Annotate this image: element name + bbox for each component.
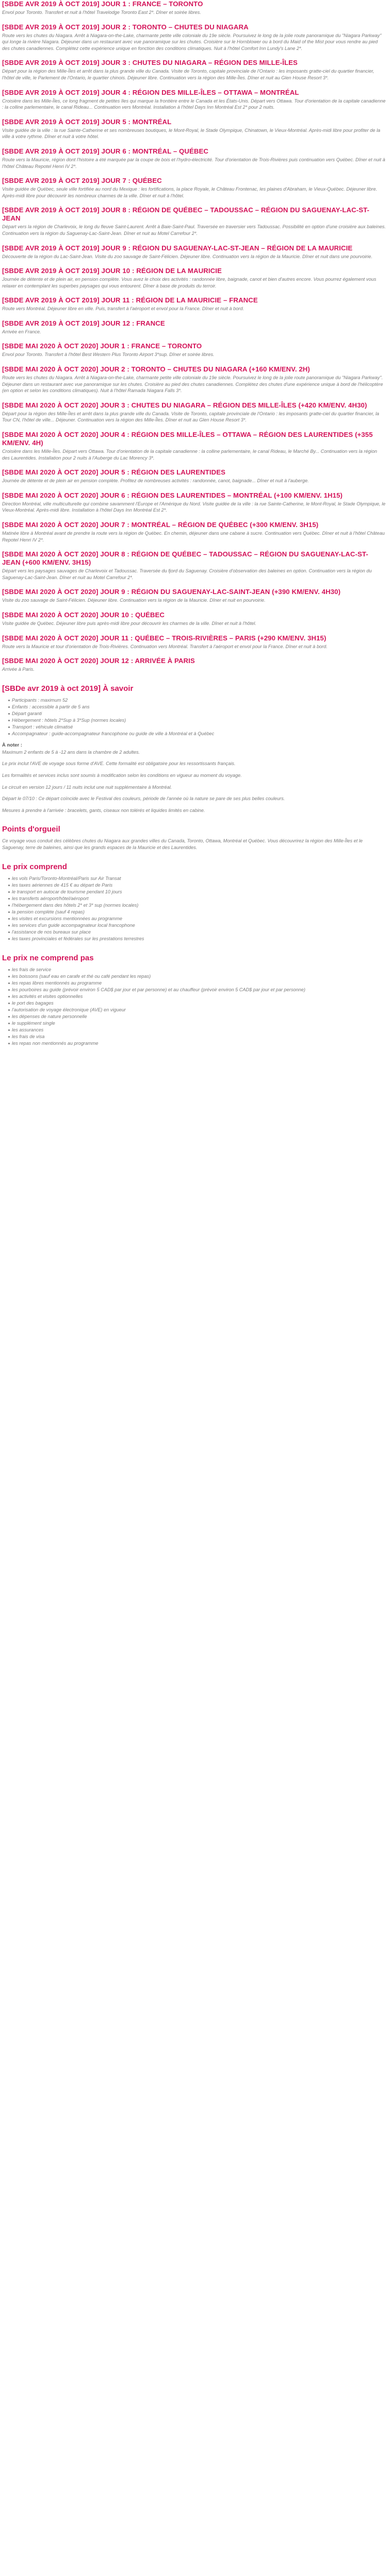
prix-comprend-item: le transport en autocar de tourisme pendant 10 jours	[8, 889, 386, 895]
savoir-item: Départ garanti	[8, 710, 386, 717]
day-description: Journée de détente et de plein air, en pension complète. Vous avez le choix des activités : randonnée libre, baignade, canot et bien d'autres encore. Vous pourrez également vous relaxer en contemplant les superbes paysages qui vous entourent. Dîner à base de produits du terroir.	[2, 277, 377, 289]
day-title: [SBDE MAI 2020 À OCT 2020] JOUR 5 : RÉGION DES LAURENTIDES	[2, 468, 226, 477]
prix-comprend-item: les services d'un guide accompagnateur local francophone	[8, 922, 386, 929]
itinerary-day	[2, 365, 386, 394]
day-title: [SBDE MAI 2020 À OCT 2020] JOUR 1 : FRANCE – TORONTO	[2, 342, 202, 350]
prix-comprend-item: les transferts aéroport/hôtel/aéroport	[8, 895, 386, 902]
section-savoir	[2, 684, 386, 814]
prix-ne-comprend-item: les dépenses de nature personnelle	[8, 1013, 386, 1020]
day-description: Journée de détente et de plein air en pension complète. Profitez de nombreuses activités : randonnée, canot, baignade... Dîner et nuit à l'auberge.	[2, 478, 309, 484]
itinerary-2020	[2, 342, 386, 672]
day-title: [SBDE MAI 2020 À OCT 2020] JOUR 10 : QUÉBEC	[2, 611, 165, 619]
prix-comprend-title: Le prix comprend	[2, 862, 67, 871]
day-title: [SBDE MAI 2020 À OCT 2020] JOUR 4 : RÉGION DES MILLE-ÎLES – OTTAWA – RÉGION DES LAURENTIDES (+355 KM/ENV. 4H)	[2, 431, 373, 447]
prix-comprend-item: l'hébergement dans des hôtels 2* et 3* sup (normes locales)	[8, 902, 386, 909]
day-description: Visite guidée de la ville : la rue Sainte-Catherine et ses nombreuses boutiques, le Mont-Royal, le Stade Olympique, Chinatown, le Vieux-Montréal. Après-midi libre pour profiter de la ville à votre rythme. Dîner et nuit à votre hôtel.	[2, 127, 381, 140]
itinerary-day	[2, 59, 386, 81]
prix-comprend-item: les taxes provinciales et fédérales sur les prestations terrestres	[8, 936, 386, 942]
day-description: Arrivée à Paris.	[2, 667, 35, 672]
savoir-list	[2, 697, 386, 737]
savoir-note-heading: À noter :	[2, 742, 23, 748]
itinerary-day	[2, 657, 386, 673]
day-title: [SBDE AVR 2019 À OCT 2019] JOUR 1 : FRANCE – TORONTO	[2, 0, 203, 8]
day-title: [SBDE AVR 2019 À OCT 2019] JOUR 3 : CHUTES DU NIAGARA – RÉGION DES MILLE-ÎLES	[2, 59, 298, 67]
day-description: Visite guidée de Québec. Déjeuner libre puis après-midi libre pour découvrir les charmes de la ville. Dîner et nuit à l'hôtel.	[2, 620, 256, 626]
savoir-item: Participants : maximum 52	[8, 697, 386, 704]
itinerary-2019	[2, 0, 386, 335]
day-description: Visite guidée de Québec, seule ville fortifiée au nord du Mexique : les fortifications, la place Royale, le Château Frontenac, les plaines d'Abraham, le Vieux-Québec. Déjeuner libre. Après-midi libre pour découvrir les nombreux charmes de la ville. Dîner et nuit à l'hôtel.	[2, 187, 378, 198]
day-description: Découverte de la région du Lac-Saint-Jean. Visite du zoo sauvage de Saint-Félicien. Déjeuner libre. Continuation vers la région de la Mauricie. Dîner et nuit dans une pourvoirie.	[2, 253, 372, 259]
prix-ne-comprend-item: les frais de service	[8, 967, 386, 973]
day-title: [SBDE AVR 2019 À OCT 2019] JOUR 4 : RÉGION DES MILLE-ÎLES – OTTAWA – MONTRÉAL	[2, 88, 299, 96]
points-orgueil-text: Ce voyage vous conduit des célèbres chutes du Niagara aux grandes villes du Canada, Toronto, Ottawa, Montréal et Québec. Vous découvrirez la région des Mille-Îles et le Saguenay, terre de baleines, ainsi que les grands espaces de la Mauricie et des Laurentides.	[2, 838, 363, 850]
prix-ne-comprend-item: les assurances	[8, 1027, 386, 1033]
day-title: [SBDE AVR 2019 À OCT 2019] JOUR 7 : QUÉBEC	[2, 177, 162, 185]
itinerary-day	[2, 206, 386, 236]
itinerary-day	[2, 468, 386, 484]
day-description: Départ pour la région des Mille-Îles et arrêt dans la plus grande ville du Canada. Visite de Toronto, capitale provinciale de l'Ontario : les imposants gratte-ciel du quartier financier, la Tour CN, l'hôtel de ville... Déjeuner. Continuation vers la région des Mille-Îles. Dîner et nuit au Glen House Resort 3*.	[2, 411, 380, 423]
itinerary-day	[2, 319, 386, 335]
savoir-title: [SBDe avr 2019 à oct 2019] À savoir	[2, 684, 134, 693]
prix-comprend-list	[2, 875, 386, 942]
prix-comprend-item: les vols Paris/Toronto-Montréal/Paris sur Air Transat	[8, 875, 386, 882]
itinerary-day	[2, 521, 386, 543]
itinerary-day	[2, 147, 386, 170]
itinerary-day	[2, 23, 386, 52]
page	[0, 0, 387, 1057]
itinerary-day	[2, 244, 386, 260]
itinerary-day	[2, 588, 386, 604]
savoir-item: Hébergement : hôtels 2*Sup à 3*Sup (normes locales)	[8, 717, 386, 724]
itinerary-day	[2, 267, 386, 289]
day-description: Croisière dans les Mille-Îles, ce long fragment de petites îles qui marque la frontière entre le Canada et les États-Unis. Départ vers Ottawa. Tour d'orientation de la capitale canadienne : la colline parlementaire, le canal Rideau... Continuation vers Montréal. Installation à l'hôtel Days Inn Montréal Est 2* pour 2 nuits.	[2, 98, 386, 110]
itinerary-day	[2, 550, 386, 581]
day-title: [SBDE MAI 2020 À OCT 2020] JOUR 3 : CHUTES DU NIAGARA – RÉGION DES MILLE-ÎLES (+420 KM/ENV. 4H30)	[2, 401, 367, 409]
prix-ne-comprend-list	[2, 967, 386, 1047]
day-description: Matinée libre à Montréal avant de prendre la route vers la région de Québec. En chemin, déjeuner dans une cabane à sucre. Continuation vers Québec. Dîner et nuit à l'hôtel Château Repotel Henri IV 2*.	[2, 531, 385, 543]
itinerary-day	[2, 611, 386, 627]
prix-ne-comprend-item: le port des bagages	[8, 1000, 386, 1007]
day-title: [SBDE MAI 2020 À OCT 2020] JOUR 11 : QUÉBEC – TROIS-RIVIÈRES – PARIS (+290 KM/ENV. 3H15)	[2, 634, 327, 642]
itinerary-day	[2, 431, 386, 461]
day-title: [SBDE AVR 2019 À OCT 2019] JOUR 10 : RÉGION DE LA MAURICIE	[2, 267, 222, 275]
savoir-paragraph: Les formalités et services inclus sont soumis à modification selon les conditions en vigueur au moment du voyage.	[2, 772, 242, 778]
day-description: Départ vers la région de Charlevoix, le long du fleuve Saint-Laurent. Arrêt à Baie-Saint-Paul. Traversée en traversier vers Tadoussac. Possibilité en option d'une croisière aux baleines. Continuation vers la région du Saguenay-Lac-Saint-Jean. Dîner et nuit au Motel Carrefour 2*.	[2, 224, 386, 236]
points-orgueil-title: Points d'orgueil	[2, 825, 60, 834]
savoir-paragraph: Maximum 2 enfants de 5 à -12 ans dans la chambre de 2 adultes.	[2, 749, 140, 755]
day-title: [SBDE MAI 2020 À OCT 2020] JOUR 9 : RÉGION DU SAGUENAY-LAC-SAINT-JEAN (+390 KM/ENV. 4H30)	[2, 588, 341, 596]
day-description: Envol pour Toronto. Transfert à l'hôtel Best Western Plus Toronto Airport 3*sup. Dîner et soirée libres.	[2, 352, 215, 358]
day-description: Route vers les chutes du Niagara. Arrêt à Niagara-on-the-Lake, charmante petite ville coloniale du 19e siècle. Poursuivez le long de la jolie route panoramique du "Niagara Parkway". Déjeuner dans un restaurant avec vue panoramique sur les chutes. Croisière au pied des chutes canadiennes. Complétez des chutes d'une expérience unique à bord de l'hélicoptère (en option et selon les conditions climatiques). Nuit à l'hôtel Ramada Niagara Falls 3*.	[2, 375, 383, 394]
section-prix-ne-comprend	[2, 954, 386, 1047]
itinerary-day	[2, 342, 386, 358]
day-title: [SBDE AVR 2019 À OCT 2019] JOUR 5 : MONTRÉAL	[2, 117, 172, 126]
prix-comprend-item: l'assistance de nos bureaux sur place	[8, 929, 386, 936]
day-title: [SBDE MAI 2020 À OCT 2020] JOUR 2 : TORONTO – CHUTES DU NIAGARA (+160 KM/ENV. 2H)	[2, 365, 310, 374]
itinerary-day	[2, 0, 386, 16]
prix-ne-comprend-item: les pourboires au guide (prévoir environ 5 CAD$ par jour et par personne) et au chauffeur (prévoir environ 5 CAD$ par jour et par personne)	[8, 987, 386, 993]
itinerary-day	[2, 296, 386, 312]
prix-comprend-item: les taxes aériennes de 415 € au départ de Paris	[8, 882, 386, 889]
savoir-paragraph: Le prix inclut l'AVE de voyage sous forme d'AVE. Cette formalité est obligatoire pour les ressortissants français.	[2, 761, 236, 767]
itinerary-day	[2, 634, 386, 650]
savoir-paragraph: Départ le 07/10 : Ce départ coïncide avec le Festival des couleurs, période de l'année où la nature se pare de ses plus belles couleurs.	[2, 796, 285, 802]
savoir-item: Transport : véhicule climatisé	[8, 724, 386, 731]
savoir-paragraph: Mesures à prendre à l'arrivée : bracelets, gants, ciseaux non tolérés et liquides limités en cabine.	[2, 807, 205, 813]
day-description: Visite du zoo sauvage de Saint-Félicien. Déjeuner libre. Continuation vers la région de la Mauricie. Dîner et nuit en pourvoirie.	[2, 598, 266, 603]
prix-ne-comprend-item: les frais de visa	[8, 1033, 386, 1040]
day-title: [SBDE AVR 2019 À OCT 2019] JOUR 9 : RÉGION DU SAGUENAY-LAC-ST-JEAN – RÉGION DE LA MAURICIE	[2, 244, 353, 252]
section-points-orgueil	[2, 825, 386, 851]
prix-ne-comprend-item: les repas libres mentionnés au programme	[8, 980, 386, 987]
savoir-item: Enfants : accessible à partir de 5 ans	[8, 704, 386, 710]
day-description: Route vers Montréal. Déjeuner libre en ville. Puis, transfert à l'aéroport et envol pour la France. Dîner et nuit à bord.	[2, 306, 245, 312]
day-description: Envol pour Toronto. Transfert et nuit à l'hôtel Travelodge Toronto East 2*. Dîner et soirée libres.	[2, 10, 201, 15]
day-title: [SBDE AVR 2019 À OCT 2019] JOUR 11 : RÉGION DE LA MAURICIE – FRANCE	[2, 296, 258, 304]
prix-ne-comprend-item: les activités et visites optionnelles	[8, 993, 386, 1000]
prix-ne-comprend-item: les boissons (sauf eau en carafe et thé ou café pendant les repas)	[8, 973, 386, 980]
prix-comprend-item: la pension complète (sauf 4 repas)	[8, 909, 386, 916]
day-title: [SBDE MAI 2020 À OCT 2020] JOUR 12 : ARRIVÉE À PARIS	[2, 657, 195, 665]
day-description: Arrivée en France.	[2, 329, 41, 334]
day-description: Croisière dans les Mille-Îles. Départ vers Ottawa. Tour d'orientation de la capitale canadienne : la colline parlementaire, le canal Rideau, le Marché By... Continuation vers la région des Laurentides. Installation pour 2 nuits à l'Auberge du Lac Morency 3*.	[2, 449, 377, 461]
day-description: Route vers la Mauricie et tour d'orientation de Trois-Rivières. Continuation vers Montréal. Transfert à l'aéroport et envol pour la France. Dîner et nuit à bord.	[2, 643, 328, 649]
itinerary-day	[2, 89, 386, 111]
section-prix-comprend	[2, 862, 386, 942]
day-description: Départ vers les paysages sauvages de Charlevoix et Tadoussac. Traversée du fjord du Saguenay. Croisière d'observation des baleines en option. Continuation vers la région du Saguenay-Lac-Saint-Jean. Dîner et nuit au Motel Carrefour 2*.	[2, 568, 372, 580]
day-description: Direction Montréal, ville multiculturelle qui combine savamment l'Europe et l'Amérique du Nord. Visite guidée de la ville : la rue Sainte-Catherine, le Mont-Royal, le Stade Olympique, le Vieux-Montréal. Après-midi libre. Installation à l'hôtel Days Inn Montréal Est 2*.	[2, 501, 386, 513]
prix-ne-comprend-item: l'autorisation de voyage électronique (AVE) en vigueur	[8, 1007, 386, 1013]
prix-ne-comprend-title: Le prix ne comprend pas	[2, 953, 94, 962]
itinerary-day	[2, 177, 386, 199]
day-title: [SBDE MAI 2020 À OCT 2020] JOUR 8 : RÉGION DE QUÉBEC – TADOUSSAC – RÉGION DU SAGUENAY-LAC-ST-JEAN (+600 KM/ENV. 3H15)	[2, 550, 368, 567]
day-description: Route vers les chutes du Niagara. Arrêt à Niagara-on-the-Lake, charmante petite ville coloniale du 19e siècle. Poursuivez le long de la jolie route panoramique du "Niagara Parkway" qui longe la rivière Niagara. Déjeuner dans un restaurant avec vue panoramique sur les chutes. Croisière sur le Hornblower ou à bord du Maid of the Mist pour vous rendre au pied des chutes canadiennes. Complétez cette expérience unique en fonction des conditions climatiques. Nuit à l'hôtel Comfort Inn Lundy's Lane 2*.	[2, 32, 382, 51]
prix-ne-comprend-item: le supplément single	[8, 1020, 386, 1027]
day-title: [SBDE MAI 2020 À OCT 2020] JOUR 7 : MONTRÉAL – RÉGION DE QUÉBEC (+300 KM/ENV. 3H15)	[2, 521, 319, 529]
itinerary-day	[2, 118, 386, 140]
savoir-paragraphs	[2, 749, 386, 814]
day-title: [SBDE MAI 2020 À OCT 2020] JOUR 6 : RÉGION DES LAURENTIDES – MONTRÉAL (+100 KM/ENV. 1H15)	[2, 491, 343, 499]
itinerary-day	[2, 492, 386, 514]
itinerary-day	[2, 401, 386, 423]
day-title: [SBDE AVR 2019 À OCT 2019] JOUR 8 : RÉGION DE QUÉBEC – TADOUSSAC – RÉGION DU SAGUENAY-LAC-ST-JEAN	[2, 206, 370, 223]
day-title: [SBDE AVR 2019 À OCT 2019] JOUR 12 : FRANCE	[2, 319, 165, 327]
savoir-paragraph: Le circuit en version 12 jours / 11 nuits inclut une nuit supplémentaire à Montréal.	[2, 784, 172, 790]
day-title: [SBDE AVR 2019 À OCT 2019] JOUR 6 : MONTRÉAL – QUÉBEC	[2, 147, 209, 155]
prix-comprend-item: les visites et excursions mentionnées au programme	[8, 916, 386, 922]
day-title: [SBDE AVR 2019 À OCT 2019] JOUR 2 : TORONTO – CHUTES DU NIAGARA	[2, 23, 249, 31]
day-description: Route vers la Mauricie, région dont l'histoire a été marquée par la coupe de bois et l'hydro-électricité. Tour d'orientation de Trois-Rivières puis continuation vers Québec. Dîner et nuit à l'hôtel Château Repotel Henri IV 2*.	[2, 157, 385, 169]
savoir-item: Accompagnateur : guide-accompagnateur francophone ou guide de ville à Montréal et à Québec	[8, 731, 386, 737]
day-description: Départ pour la région des Mille-Îles et arrêt dans la plus grande ville du Canada. Visite de Toronto, capitale provinciale de l'Ontario : les imposants gratte-ciel du quartier financier, l'hôtel de ville, le Parlement de l'Ontario, le quartier chinois. Déjeuner libre. Continuation vers la région des Mille-Îles. Dîner et nuit au Glen House Resort 3*.	[2, 69, 374, 80]
prix-ne-comprend-item: les repas non mentionnés au programme	[8, 1040, 386, 1047]
